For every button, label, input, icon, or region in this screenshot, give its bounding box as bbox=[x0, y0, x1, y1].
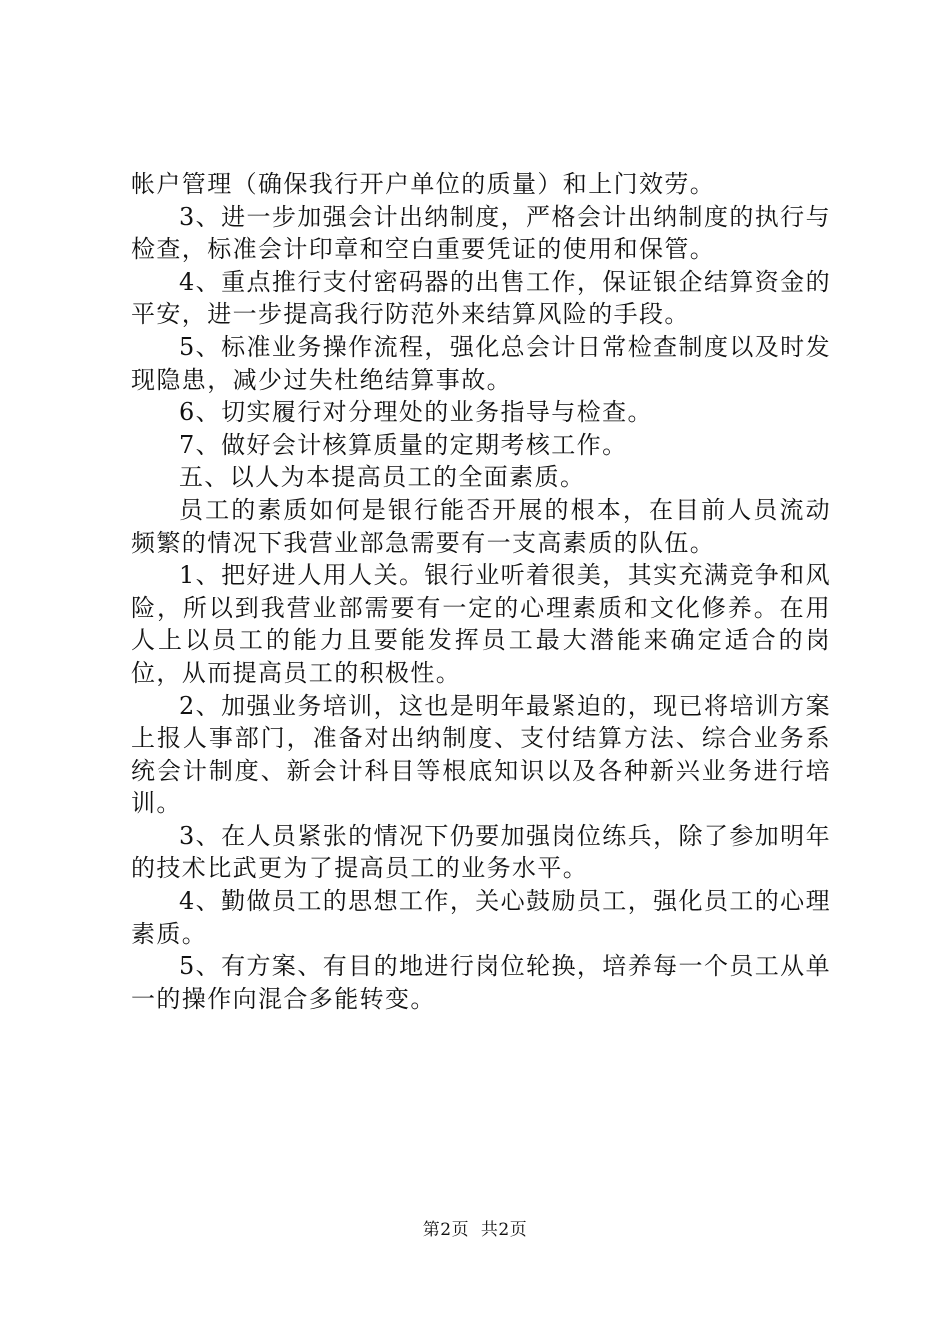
paragraph: 6、切实履行对分理处的业务指导与检查。 bbox=[179, 398, 653, 427]
paragraph: 员工的素质如何是银行能否开展的根本，在目前人员流动频繁的情况下我营业部急需要有一支高素质的队伍。 bbox=[131, 495, 831, 557]
paragraph: 2、加强业务培训，这也是明年最紧迫的，现已将培训方案上报人事部门，准备对出纳制度、支付结算方法、综合业务系统会计制度、新会计科目等根底知识以及各种新兴业务进行培训。 bbox=[131, 691, 831, 818]
document-body bbox=[131, 168, 831, 1015]
paragraph: 3、在人员紧张的情况下仍要加强岗位练兵，除了参加明年的技术比武更为了提高员工的业务水平。 bbox=[131, 821, 831, 883]
page-footer bbox=[0, 1215, 950, 1240]
paragraph: 4、重点推行支付密码器的出售工作，保证银企结算资金的平安，进一步提高我行防范外来结算风险的手段。 bbox=[131, 267, 831, 329]
page-total: 共2页 bbox=[480, 1220, 528, 1240]
paragraph: 1、把好进人用人关。银行业听着很美，其实充满竞争和风险，所以到我营业部需要有一定的心理素质和文化修养。在用人上以员工的能力且要能发挥员工最大潜能来确定适合的岗位，从而提高员工的积极性。 bbox=[131, 561, 831, 687]
page-number: 第2页 bbox=[422, 1220, 470, 1240]
section-heading: 五、以人为本提高员工的全面素质。 bbox=[179, 463, 586, 492]
paragraph: 3、进一步加强会计出纳制度，严格会计出纳制度的执行与检查，标准会计印章和空白重要凭证的使用和保管。 bbox=[131, 202, 831, 264]
paragraph: 4、勤做员工的思想工作，关心鼓励员工，强化员工的心理素质。 bbox=[131, 887, 831, 948]
paragraph: 帐户管理（确保我行开户单位的质量）和上门效劳。 bbox=[131, 170, 716, 198]
paragraph: 5、有方案、有目的地进行岗位轮换，培养每一个员工从单一的操作向混合多能转变。 bbox=[131, 952, 831, 1013]
paragraph: 7、做好会计核算质量的定期考核工作。 bbox=[179, 430, 628, 459]
paragraph: 5、标准业务操作流程，强化总会计日常检查制度以及时发现隐患，减少过失杜绝结算事故。 bbox=[131, 332, 831, 394]
